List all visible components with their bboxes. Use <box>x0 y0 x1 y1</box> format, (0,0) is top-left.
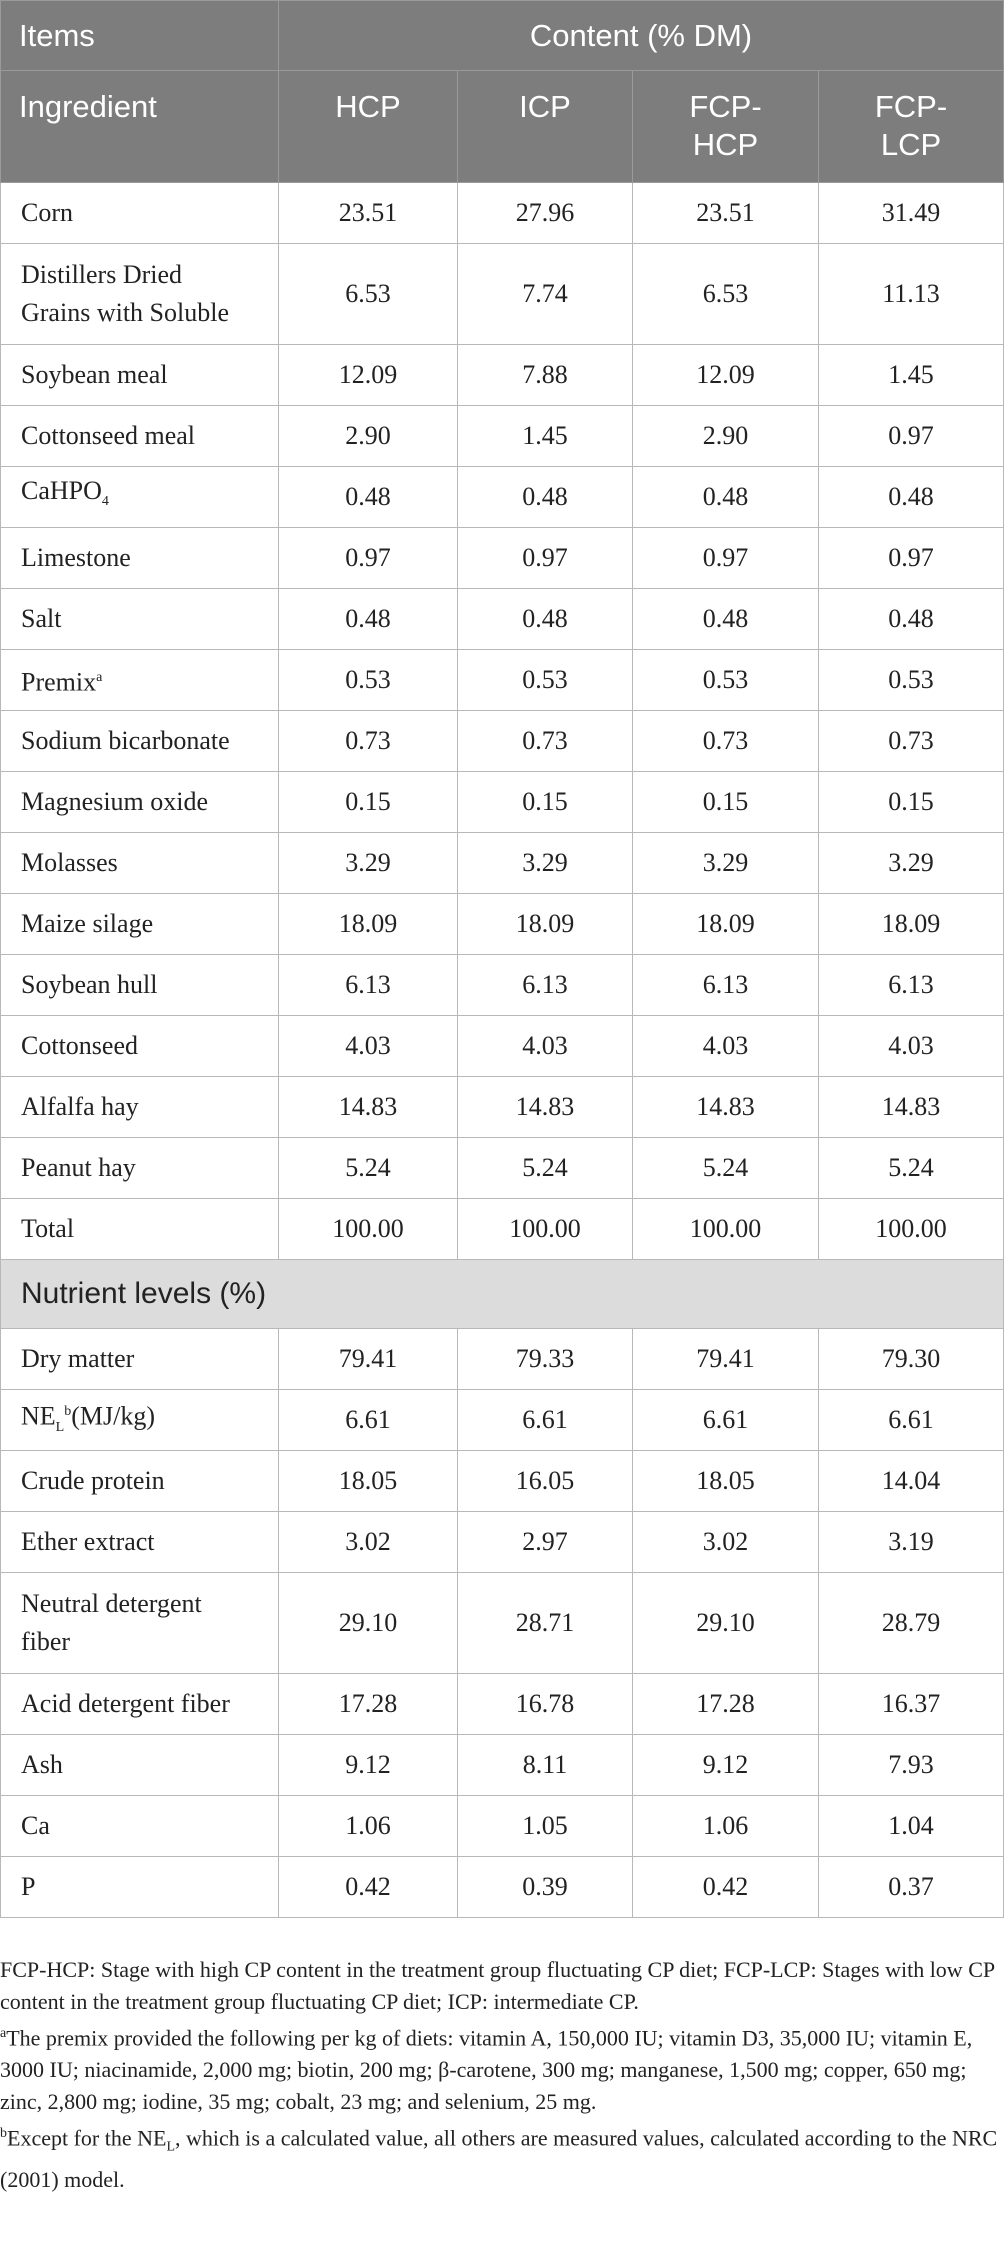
value-fcp-lcp: 7.93 <box>819 1735 1004 1796</box>
nutrient-name: Neutral detergent fiber <box>1 1573 279 1674</box>
value-fcp-lcp: 5.24 <box>819 1138 1004 1199</box>
value-fcp-hcp: 3.29 <box>633 833 819 894</box>
value-icp: 27.96 <box>458 183 633 244</box>
value-icp: 2.97 <box>458 1512 633 1573</box>
nutrient-section-row <box>1 1260 1004 1329</box>
table-row <box>1 772 1004 833</box>
ingredient-name: Limestone <box>1 528 279 589</box>
value-icp: 1.45 <box>458 406 633 467</box>
value-fcp-hcp: 23.51 <box>633 183 819 244</box>
header-items: Items <box>1 1 279 71</box>
footnote-b: $^b$Except for the $NE_L$, which is a calculated value, all others are measured values, calculated according to the NRC (2001) model. <box>0 2125 998 2193</box>
value-fcp-lcp: 18.09 <box>819 894 1004 955</box>
ingredient-name: Soybean meal <box>1 345 279 406</box>
value-fcp-lcp: 14.04 <box>819 1451 1004 1512</box>
value-fcp-lcp: 3.29 <box>819 833 1004 894</box>
value-fcp-hcp: 6.61 <box>633 1390 819 1451</box>
value-fcp-hcp: 4.03 <box>633 1016 819 1077</box>
ingredient-name: Alfalfa hay <box>1 1077 279 1138</box>
table-row <box>1 1512 1004 1573</box>
nutrient-name: P <box>1 1857 279 1918</box>
value-fcp-lcp: 4.03 <box>819 1016 1004 1077</box>
value-fcp-lcp: 6.61 <box>819 1390 1004 1451</box>
value-fcp-lcp: 16.37 <box>819 1674 1004 1735</box>
table-footnotes <box>0 1954 1003 2196</box>
table-row <box>1 833 1004 894</box>
ingredient-name: CaHPO$_4$ <box>1 467 279 528</box>
table-row <box>1 711 1004 772</box>
ingredient-name: Sodium bicarbonate <box>1 711 279 772</box>
value-icp: 6.61 <box>458 1390 633 1451</box>
table-row-total <box>1 1199 1004 1260</box>
ingredient-name: Premix$^a$ <box>1 650 279 711</box>
value-hcp: 5.24 <box>279 1138 458 1199</box>
value-icp: 6.13 <box>458 955 633 1016</box>
value-icp: 4.03 <box>458 1016 633 1077</box>
value-icp: 28.71 <box>458 1573 633 1674</box>
nutrient-name: Ca <box>1 1796 279 1857</box>
value-fcp-lcp: 0.97 <box>819 528 1004 589</box>
value-fcp-lcp: 0.97 <box>819 406 1004 467</box>
ingredient-name: Corn <box>1 183 279 244</box>
value-icp: 7.88 <box>458 345 633 406</box>
value-fcp-lcp: 1.04 <box>819 1796 1004 1857</box>
value-hcp: 79.41 <box>279 1329 458 1390</box>
value-hcp: 0.53 <box>279 650 458 711</box>
value-icp: 100.00 <box>458 1199 633 1260</box>
value-icp: 18.09 <box>458 894 633 955</box>
value-hcp: 4.03 <box>279 1016 458 1077</box>
value-icp: 0.53 <box>458 650 633 711</box>
value-hcp: 29.10 <box>279 1573 458 1674</box>
header-row-1 <box>1 1 1004 71</box>
value-hcp: 100.00 <box>279 1199 458 1260</box>
value-hcp: 0.48 <box>279 589 458 650</box>
value-hcp: 3.02 <box>279 1512 458 1573</box>
table-row <box>1 589 1004 650</box>
table-row <box>1 1138 1004 1199</box>
value-fcp-lcp: 0.48 <box>819 589 1004 650</box>
value-icp: 14.83 <box>458 1077 633 1138</box>
value-fcp-hcp: 5.24 <box>633 1138 819 1199</box>
value-fcp-hcp: 0.97 <box>633 528 819 589</box>
value-icp: 0.97 <box>458 528 633 589</box>
value-hcp: 2.90 <box>279 406 458 467</box>
value-fcp-lcp: 0.73 <box>819 711 1004 772</box>
nutrient-name: Acid detergent fiber <box>1 1674 279 1735</box>
value-fcp-lcp: 100.00 <box>819 1199 1004 1260</box>
table-row <box>1 1451 1004 1512</box>
table-row <box>1 1573 1004 1674</box>
header-fcp-lcp: FCP- LCP <box>819 71 1004 183</box>
value-fcp-lcp: 0.15 <box>819 772 1004 833</box>
value-hcp: 6.61 <box>279 1390 458 1451</box>
value-icp: 0.48 <box>458 467 633 528</box>
table-row <box>1 406 1004 467</box>
ingredient-name: Maize silage <box>1 894 279 955</box>
value-fcp-lcp: 1.45 <box>819 345 1004 406</box>
value-hcp: 1.06 <box>279 1796 458 1857</box>
table-row <box>1 1390 1004 1451</box>
value-fcp-hcp: 9.12 <box>633 1735 819 1796</box>
value-fcp-hcp: 18.05 <box>633 1451 819 1512</box>
value-hcp: 14.83 <box>279 1077 458 1138</box>
value-fcp-hcp: 2.90 <box>633 406 819 467</box>
value-icp: 8.11 <box>458 1735 633 1796</box>
value-hcp: 9.12 <box>279 1735 458 1796</box>
table-row <box>1 1735 1004 1796</box>
ingredient-name: Salt <box>1 589 279 650</box>
value-fcp-hcp: 14.83 <box>633 1077 819 1138</box>
nutrient-name: Dry matter <box>1 1329 279 1390</box>
value-fcp-hcp: 0.53 <box>633 650 819 711</box>
value-hcp: 0.48 <box>279 467 458 528</box>
value-fcp-lcp: 28.79 <box>819 1573 1004 1674</box>
footnote-abbreviations: FCP-HCP: Stage with high CP content in the treatment group fluctuating CP diet; FCP-LCP: Stages with low CP content in the treatment group fluctuating CP diet; ICP: intermediate CP. <box>0 1957 995 2014</box>
value-icp: 5.24 <box>458 1138 633 1199</box>
value-fcp-hcp: 6.53 <box>633 244 819 345</box>
footnote-a: $^a$The premix provided the following per kg of diets: vitamin A, 150,000 IU; vitamin D3, 35,000 IU; vitamin E, 3000 IU; niacinamide, 2,000 mg; biotin, 200 mg; β-carotene, 300 mg; manganese, 1,500 mg; copper, 650 mg; zinc, 2,800 mg; iodine, 35 mg; cobalt, 23 mg; and selenium, 25 mg. <box>0 2025 973 2115</box>
value-hcp: 6.13 <box>279 955 458 1016</box>
header-hcp: HCP <box>279 71 458 183</box>
value-fcp-hcp: 17.28 <box>633 1674 819 1735</box>
table-row <box>1 528 1004 589</box>
ingredient-name: Soybean hull <box>1 955 279 1016</box>
value-hcp: 6.53 <box>279 244 458 345</box>
ingredient-name: Magnesium oxide <box>1 772 279 833</box>
nutrient-name: Crude protein <box>1 1451 279 1512</box>
value-fcp-hcp: 18.09 <box>633 894 819 955</box>
value-icp: 7.74 <box>458 244 633 345</box>
nutrient-name: $NE_L^b(MJ/kg)$ <box>1 1390 279 1451</box>
value-hcp: 18.09 <box>279 894 458 955</box>
value-fcp-lcp: 0.53 <box>819 650 1004 711</box>
value-fcp-hcp: 1.06 <box>633 1796 819 1857</box>
table-row <box>1 1016 1004 1077</box>
ingredient-name: Peanut hay <box>1 1138 279 1199</box>
value-fcp-lcp: 14.83 <box>819 1077 1004 1138</box>
value-icp: 0.73 <box>458 711 633 772</box>
value-fcp-hcp: 6.13 <box>633 955 819 1016</box>
table-row <box>1 1674 1004 1735</box>
table-row <box>1 1796 1004 1857</box>
value-fcp-lcp: 79.30 <box>819 1329 1004 1390</box>
table-row <box>1 1857 1004 1918</box>
ingredient-name: Total <box>1 1199 279 1260</box>
value-fcp-hcp: 3.02 <box>633 1512 819 1573</box>
nutrient-section-title: Nutrient levels (%) <box>1 1260 1004 1329</box>
value-icp: 0.39 <box>458 1857 633 1918</box>
table-row <box>1 955 1004 1016</box>
value-icp: 16.05 <box>458 1451 633 1512</box>
header-fcp-hcp: FCP- HCP <box>633 71 819 183</box>
value-fcp-lcp: 0.37 <box>819 1857 1004 1918</box>
ingredient-name: Cottonseed <box>1 1016 279 1077</box>
value-hcp: 3.29 <box>279 833 458 894</box>
value-fcp-hcp: 0.42 <box>633 1857 819 1918</box>
value-hcp: 0.97 <box>279 528 458 589</box>
value-hcp: 0.73 <box>279 711 458 772</box>
table-row <box>1 894 1004 955</box>
ingredient-name: Molasses <box>1 833 279 894</box>
value-fcp-hcp: 12.09 <box>633 345 819 406</box>
value-fcp-lcp: 0.48 <box>819 467 1004 528</box>
value-hcp: 23.51 <box>279 183 458 244</box>
table-row <box>1 345 1004 406</box>
value-icp: 16.78 <box>458 1674 633 1735</box>
ingredient-name: Distillers Dried Grains with Soluble <box>1 244 279 345</box>
table-row <box>1 650 1004 711</box>
value-fcp-hcp: 100.00 <box>633 1199 819 1260</box>
value-fcp-lcp: 11.13 <box>819 244 1004 345</box>
value-hcp: 0.42 <box>279 1857 458 1918</box>
value-hcp: 0.15 <box>279 772 458 833</box>
value-hcp: 18.05 <box>279 1451 458 1512</box>
table-row <box>1 467 1004 528</box>
header-icp: ICP <box>458 71 633 183</box>
value-fcp-hcp: 0.15 <box>633 772 819 833</box>
value-hcp: 17.28 <box>279 1674 458 1735</box>
nutrient-name: Ether extract <box>1 1512 279 1573</box>
table-row <box>1 1329 1004 1390</box>
value-hcp: 12.09 <box>279 345 458 406</box>
value-fcp-hcp: 0.48 <box>633 589 819 650</box>
value-icp: 79.33 <box>458 1329 633 1390</box>
value-fcp-lcp: 3.19 <box>819 1512 1004 1573</box>
nutrient-name: Ash <box>1 1735 279 1796</box>
header-content: Content (% DM) <box>279 1 1004 71</box>
table-row <box>1 1077 1004 1138</box>
value-fcp-hcp: 79.41 <box>633 1329 819 1390</box>
ingredient-name: Cottonseed meal <box>1 406 279 467</box>
value-fcp-hcp: 0.48 <box>633 467 819 528</box>
value-fcp-lcp: 6.13 <box>819 955 1004 1016</box>
value-icp: 0.48 <box>458 589 633 650</box>
table-row <box>1 183 1004 244</box>
value-icp: 1.05 <box>458 1796 633 1857</box>
value-icp: 3.29 <box>458 833 633 894</box>
value-icp: 0.15 <box>458 772 633 833</box>
value-fcp-hcp: 0.73 <box>633 711 819 772</box>
header-ingredient: Ingredient <box>1 71 279 183</box>
value-fcp-lcp: 31.49 <box>819 183 1004 244</box>
table-row <box>1 244 1004 345</box>
header-row-2 <box>1 71 1004 183</box>
value-fcp-hcp: 29.10 <box>633 1573 819 1674</box>
